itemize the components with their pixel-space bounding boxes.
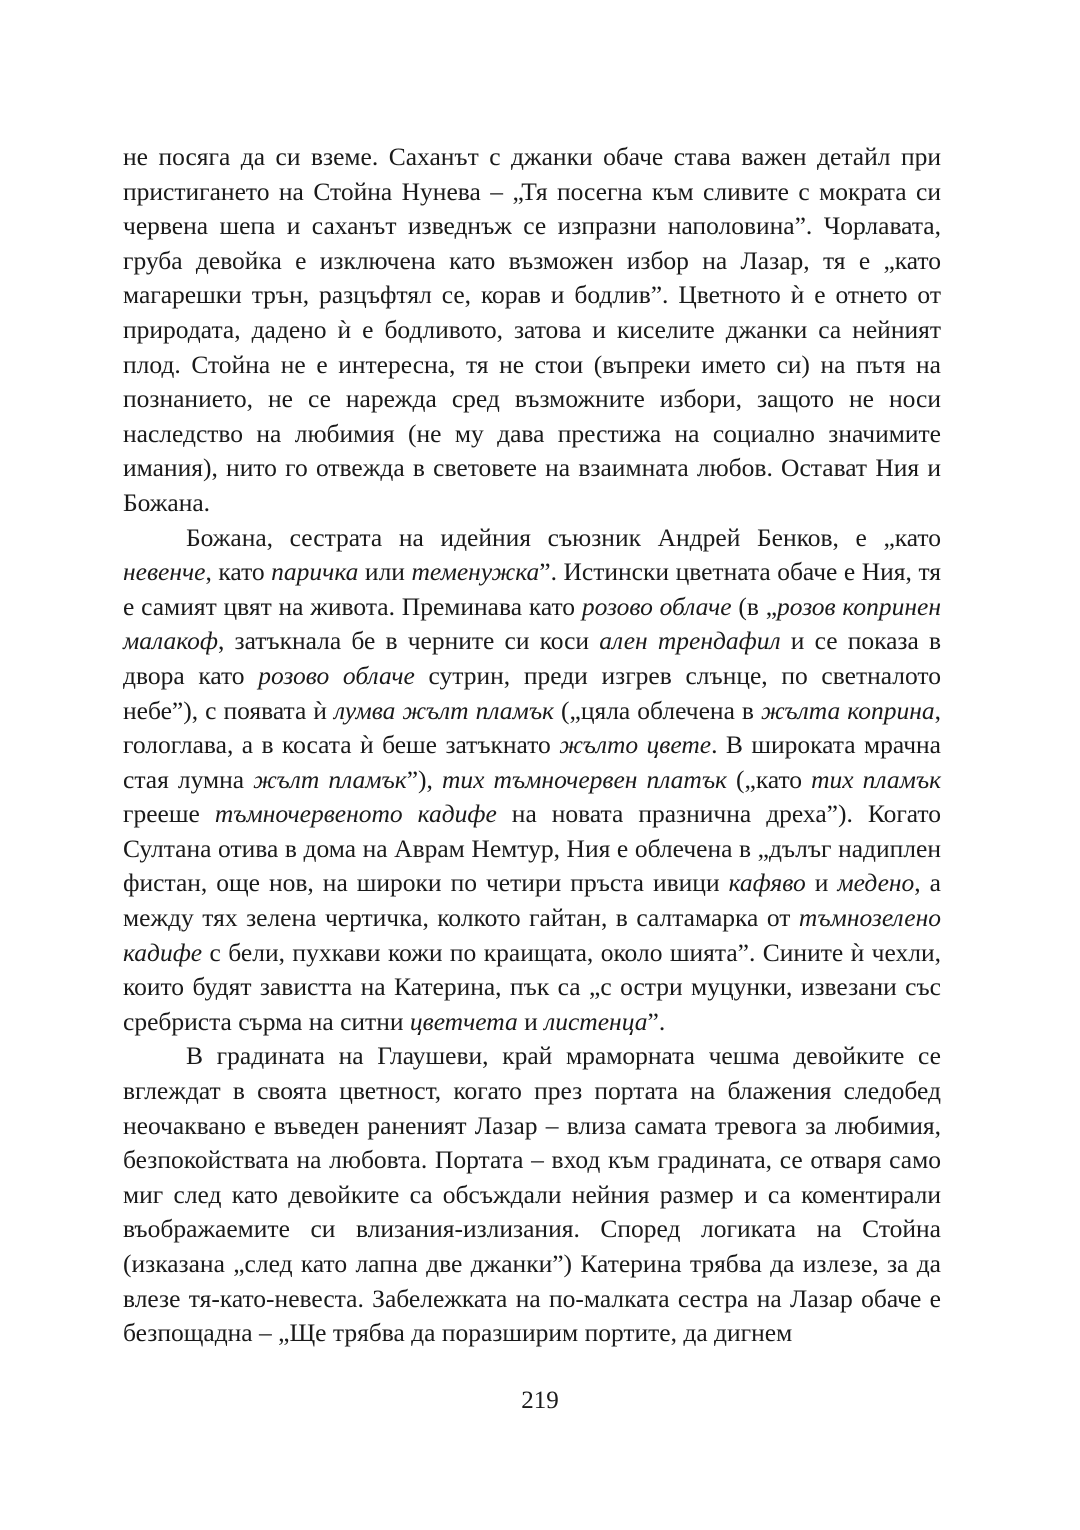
text-run: , затъкнала бе в черните си коси [218,626,600,656]
italic-text: листенца [544,1006,648,1036]
italic-text: невенче [123,557,206,587]
page-body-text [123,140,941,1351]
text-run: и [517,1006,545,1036]
text-run: , а между тях зелена чертичка, колкото гайтан, в салтамарка от [123,868,941,933]
text-run: В градината на Глаушеви, край мраморната чешма девойките се вглеждат в своята цветност, когато през портата на блажения следобед неочаквано е въведен раненият Лазар – влиза самата тревога за любимия, безпокойствата на любовта. Портата – вход към градината, се отваря само миг след като девойките са обсъждали нейния размер и са коментирали въображаемите си влизания-излизания. Според логиката на Стойна (изказана „след като лапна две джанки”) Катерина трябва да излезе, за да влезе тя-като-невеста. Забележката на по-малката сестра на Лазар обаче е безпощадна – „Ще трябва да поразширим портите, да дигнем [123,1041,941,1348]
text-run: ”), [406,764,442,794]
text-run: грееше [123,799,215,829]
italic-text: розов копринен малакоф [123,591,941,656]
text-run: и се показа в двора като [123,626,941,690]
text-run: ”. [647,1006,666,1036]
italic-text: жълт пламък [253,764,407,794]
italic-text: цветчета [409,1006,518,1036]
text-run: с бели, пухкави кожи по краищата, около шията”. Сините ѝ чехли, които будят завистта на Катерина, пък са „с остри муцунки, извезани със сребриста сърма на ситни [123,937,941,1036]
text-run: , гологлава, а в косата ѝ беше затъкнато [123,695,941,760]
text-run: и [805,868,838,898]
italic-text: лумва жълт пламък [334,695,554,725]
text-run: (в „ [731,591,778,621]
italic-text: жълто цвете [559,730,712,760]
italic-text: тих тъмночервен плаmък [441,764,727,794]
text-run: Божана, сестрата на идейния съюзник Андрей Бенков, е „като [186,522,941,552]
text-run: . В широката мрачна стая лумна [123,730,942,794]
italic-text: паричка [271,557,359,587]
italic-text: розово облаче [258,660,415,690]
paragraph [123,1039,941,1350]
italic-text: медено [837,868,915,898]
italic-text: тъмнозелено кадифе [123,903,941,967]
text-run: или [358,557,412,587]
italic-text: кафяво [728,868,806,898]
italic-text: жълта коприна [761,695,935,725]
text-run: , като [205,557,272,587]
italic-text: розово облаче [581,591,732,621]
paragraph [123,140,941,521]
text-run: („като [726,764,812,794]
paragraph [123,521,941,1040]
italic-text: теменужка [411,557,540,587]
italic-text: ален трендафил [599,626,781,656]
italic-text: тих пламък [811,764,942,794]
page-number: 219 [521,1387,559,1414]
text-run: не посяга да си вземе. Саханът с джанки обаче става важен детайл при пристигането на Стойна Нунева – „Тя посегна към сливите с мократа си червена шепа и саханът изведнъж се изпразни наполовина”. Чорлавата, груба девойка е изключена като възможен избор на Лазар, тя е „като магарешки трън, разцъфтял се, корав и бодлив”. Цветното ѝ е отнето от природата, дадено ѝ е бодливото, затова и киселите джанки са нейният плод. Стойна не е интересна, тя не стои (въпреки името си) на пътя на познанието, не се нарежда сред възможните избори, защото не носи наследство на любимия (не му дава престижа на социално значимите имания), нито го отвежда в световете на взаимната любов. Остават Ния и Божана. [123,142,941,517]
text-run: ”. Истински цветната обаче е Ния, тя е самият цвят на живота. Преминава като [123,557,941,621]
text-run: сутрин, преди изгрев слънце, по светналото небе”), с появата ѝ [123,660,941,725]
italic-text: тъмночервеното кадифе [214,799,497,829]
text-run: („цяла облечена в [553,695,762,725]
text-run: на новата празнична дреха”). Когато Султана отива в дома на Аврам Немтур, Ния е облечена в „дълъг надиплен фистан, още нов, на широки по четири пръста ивици [123,799,941,898]
